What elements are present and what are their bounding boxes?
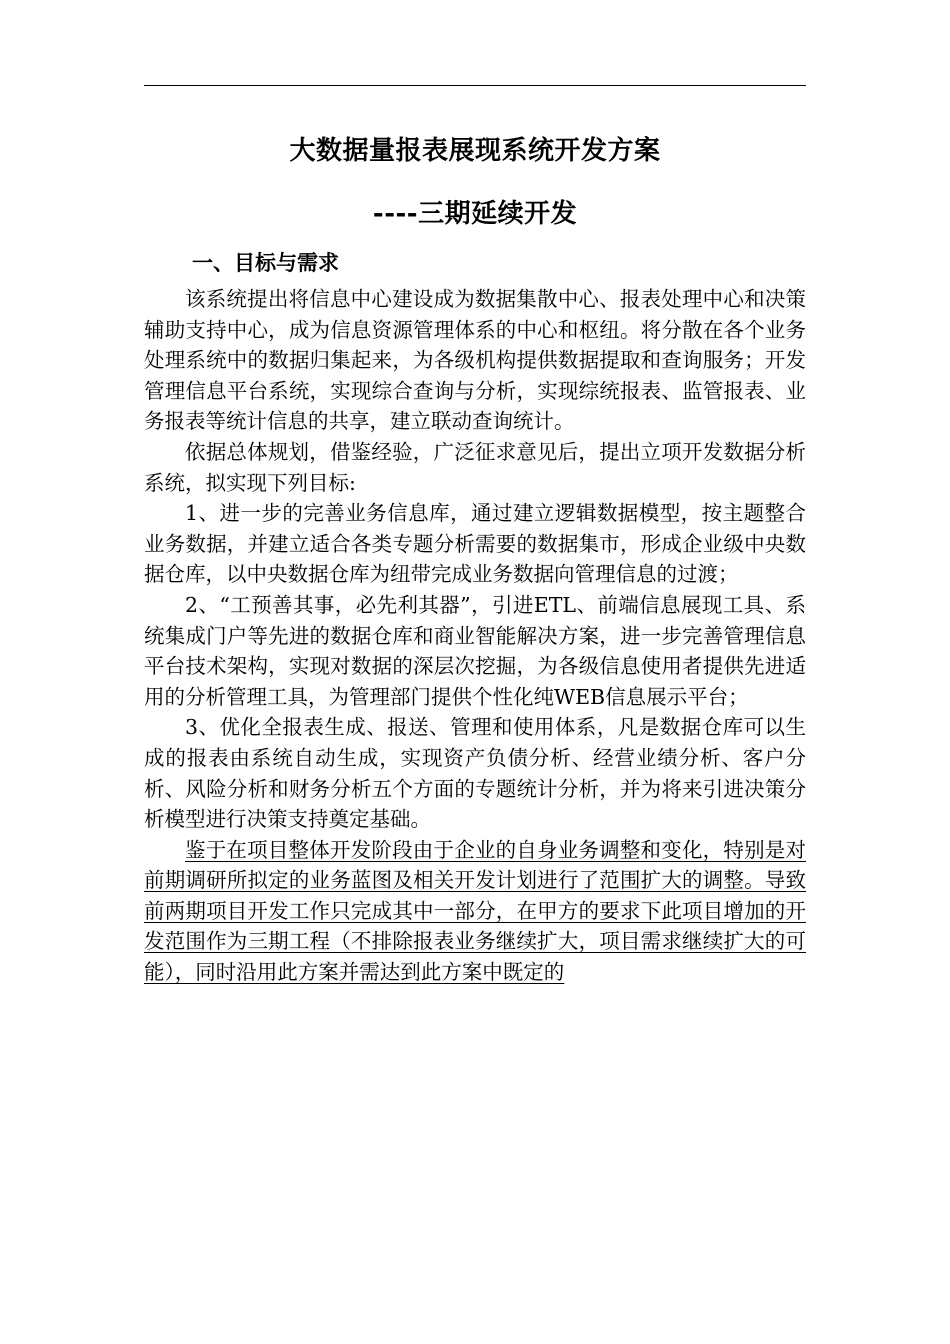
header-rule bbox=[144, 85, 806, 86]
paragraph-basis: 依据总体规划，借鉴经验，广泛征求意见后，提出立项开发数据分析系统，拟实现下列目标: bbox=[144, 439, 806, 495]
document-subtitle: ----三期延续开发 bbox=[372, 199, 578, 229]
paragraph-goal-1: 1、进一步的完善业务信息库，通过建立逻辑数据模型，按主题整合业务数据，并建立适合各类专题分析需要的数据集市，形成企业级中央数据仓库，以中央数据仓库为纽带完成业务数据向管理信息的过渡； bbox=[144, 501, 806, 587]
underlined-text: 鉴于在项目整体开发阶段由于企业的自身业务调整和变化，特别是对前期调研所拟定的业务蓝图及相关开发计划进行了范围扩大的调整。导致前两期项目开发工作只完成其中一部分，在甲方的要求下此项目增加的开发范围作为三期工程（不排除报表业务继续扩大，项目需求继续扩大的可能），同时沿用此方案并需达到此方案中既定的 bbox=[144, 837, 806, 985]
document-body bbox=[144, 284, 806, 988]
section-heading: 一、目标与需求 bbox=[192, 250, 339, 275]
paragraph-scope-change bbox=[144, 835, 806, 988]
paragraph-goal-3: 3、优化全报表生成、报送、管理和使用体系，凡是数据仓库可以生成的报表由系统自动生成，实现资产负债分析、经营业绩分析、客户分析、风险分析和财务分析五个方面的专题统计分析，并为将来引进决策分析模型进行决策支持奠定基础。 bbox=[144, 715, 806, 832]
paragraph-goal-2: 2、“工预善其事，必先利其器”，引进ETL、前端信息展现工具、系统集成门户等先进的数据仓库和商业智能解决方案，进一步完善管理信息平台技术架构，实现对数据的深层次挖掘，为各级信息使用者提供先进适用的分析管理工具，为管理部门提供个性化纯WEB信息展示平台； bbox=[144, 592, 806, 709]
document-title: 大数据量报表展现系统开发方案 bbox=[289, 136, 661, 166]
paragraph-intro: 该系统提出将信息中心建设成为数据集散中心、报表处理中心和决策辅助支持中心，成为信息资源管理体系的中心和枢纽。将分散在各个业务处理系统中的数据归集起来，为各级机构提供数据提取和查询服务；开发管理信息平台系统，实现综合查询与分析，实现综统报表、监管报表、业务报表等统计信息的共享，建立联动查询统计。 bbox=[144, 287, 806, 434]
